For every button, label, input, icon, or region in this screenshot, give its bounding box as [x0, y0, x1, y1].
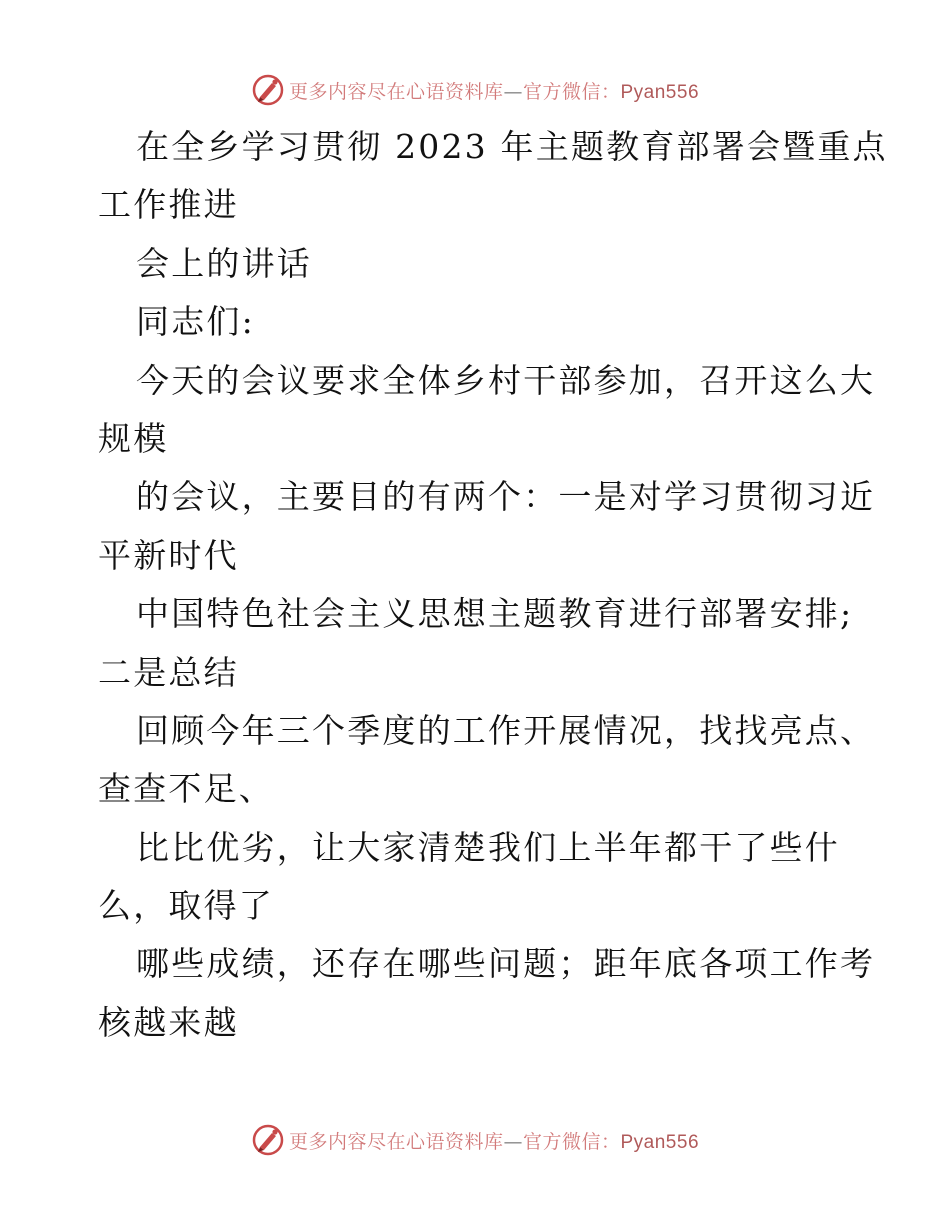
text-line: 今天的会议要求全体乡村干部参加，召开这么大 — [136, 360, 876, 400]
text-line: 同志们: — [136, 302, 255, 342]
text-line: 会上的讲话 — [136, 243, 312, 283]
footer-banner[interactable] — [0, 1120, 950, 1160]
text-line: 回顾今年三个季度的工作开展情况，找找亮点、 — [136, 710, 876, 750]
pen-logo-icon — [251, 1123, 285, 1157]
document-body — [98, 118, 888, 1052]
banner-contact-label: 官方微信： — [522, 1130, 621, 1153]
pen-logo-icon — [251, 73, 285, 107]
banner-site-text: 更多内容尽在心语资料库 — [288, 80, 504, 103]
text-line: 平新时代 — [98, 535, 239, 575]
header-banner-text — [289, 77, 699, 104]
text-line: 二是总结 — [98, 652, 239, 692]
text-line: 中国特色社会主义思想主题教育进行部署安排; — [136, 594, 854, 634]
banner-separator: — — [503, 80, 523, 103]
footer-banner-text — [289, 1127, 699, 1154]
text-line: 在全乡学习贯彻 2023 年主题教育部署会暨重点 — [136, 127, 888, 166]
text-line: 工作推进 — [98, 185, 239, 225]
banner-contact-label: 官方微信： — [522, 80, 621, 103]
banner-site-text: 更多内容尽在心语资料库 — [288, 1130, 504, 1153]
banner-separator: — — [503, 1130, 523, 1153]
text-line: 哪些成绩，还存在哪些问题；距年底各项工作考 — [136, 944, 876, 984]
text-line: 么，取得了 — [98, 886, 274, 926]
text-line: 比比优劣，让大家清楚我们上半年都干了些什 — [136, 827, 840, 867]
text-line: 的会议，主要目的有两个：一是对学习贯彻习近 — [136, 477, 876, 517]
text-line: 核越来越 — [98, 1002, 239, 1042]
header-banner[interactable] — [0, 70, 950, 110]
banner-wechat-id: Pyan556 — [620, 1131, 700, 1153]
text-line: 规模 — [98, 418, 169, 458]
banner-wechat-id: Pyan556 — [620, 81, 700, 103]
text-line: 查查不足、 — [98, 769, 274, 809]
